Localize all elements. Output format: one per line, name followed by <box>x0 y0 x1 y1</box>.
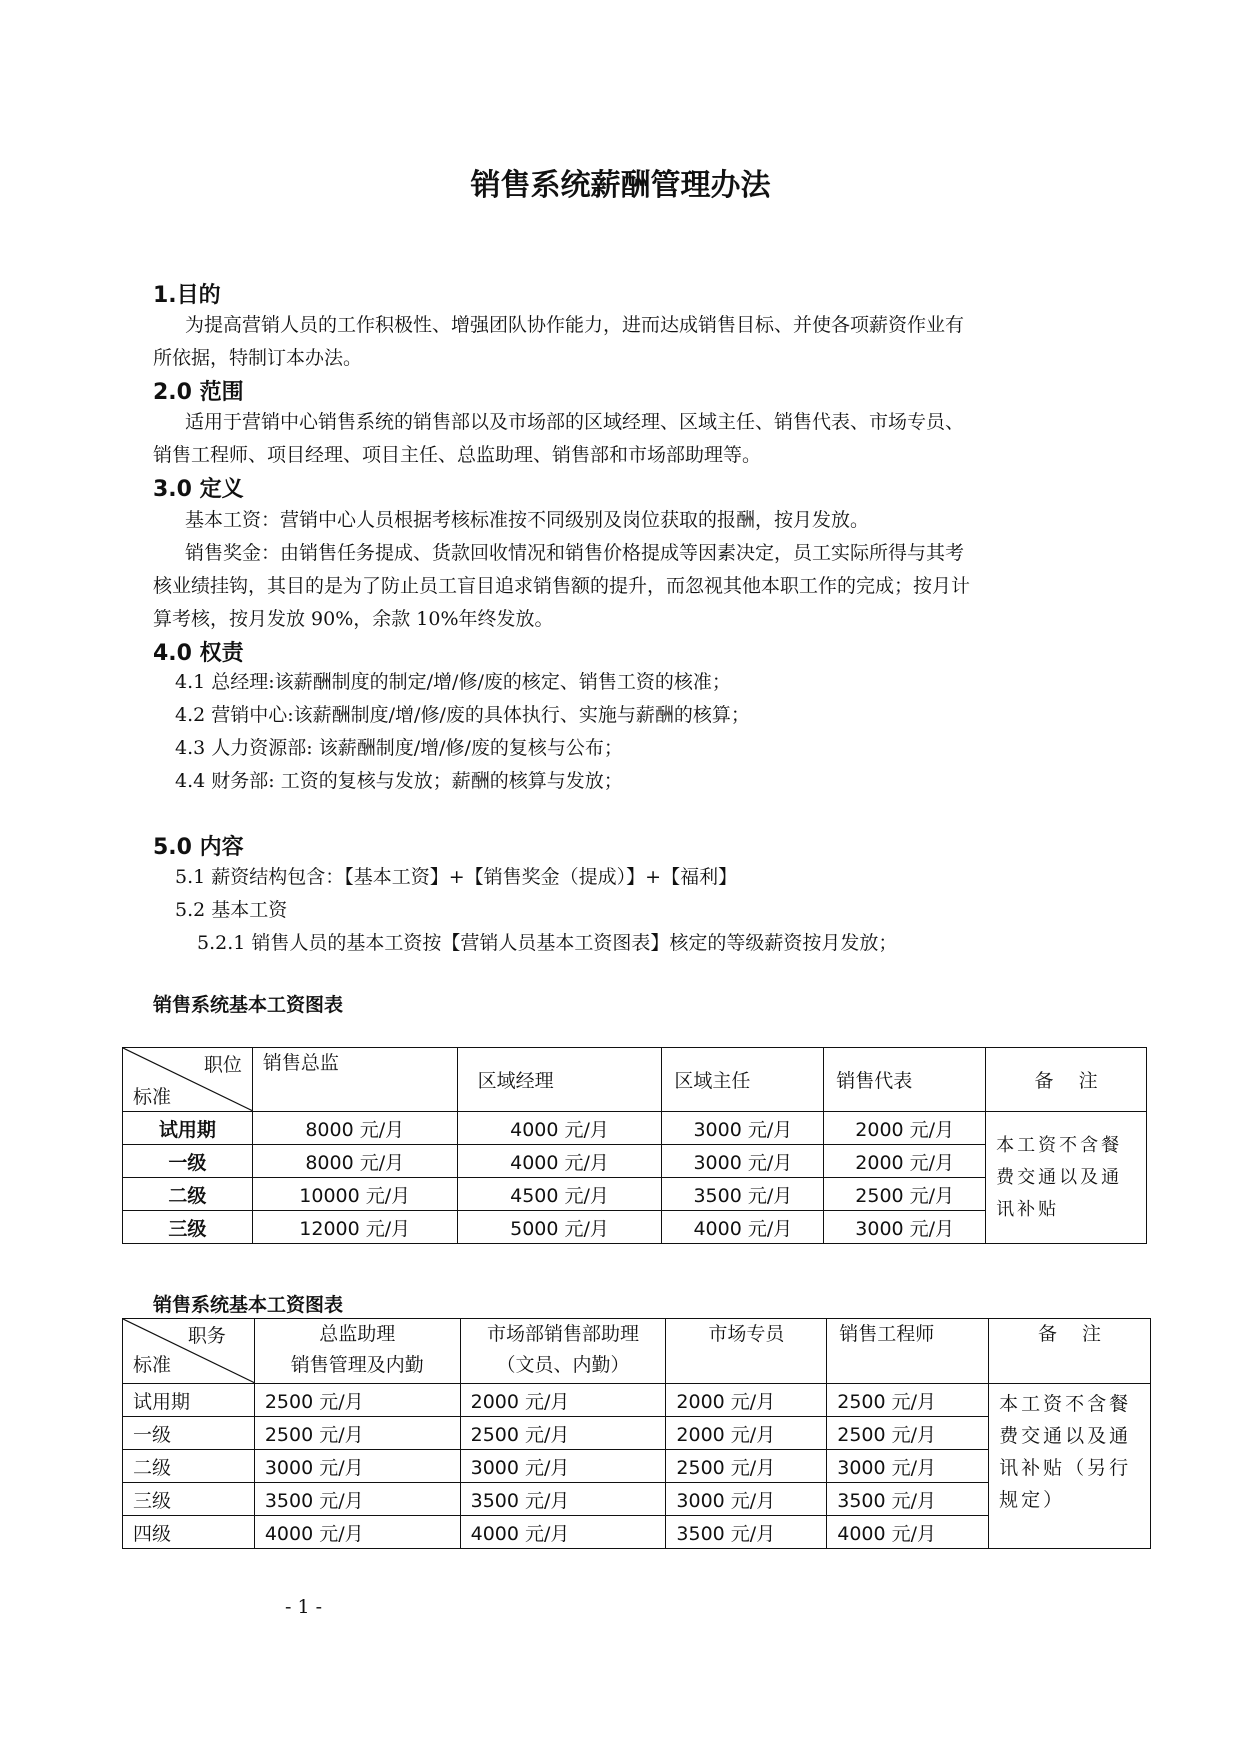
table-cell: 2500 元/月 <box>254 1417 460 1450</box>
section-4-item-2: 4.2 营销中心:该薪酬制度/增/修/废的具体执行、实施与薪酬的核算； <box>175 704 750 726</box>
header-cell <box>460 1319 666 1384</box>
table-cell: 3000 元/月 <box>666 1483 827 1516</box>
table-row <box>123 1384 1151 1417</box>
note-cell: 本工资不含餐费交通以及通讯补贴 <box>986 1112 1147 1244</box>
table-cell: 3000 元/月 <box>662 1145 824 1178</box>
section-5-item-1: 5.1 薪资结构包含：【基本工资】+【销售奖金（提成）】+【福利】 <box>175 866 738 888</box>
table-cell: 3000 元/月 <box>827 1450 989 1483</box>
salary-table-1 <box>122 1047 1147 1244</box>
table-cell: 3000 元/月 <box>460 1450 666 1483</box>
table-cell: 2000 元/月 <box>666 1384 827 1417</box>
header-cell: 备 注 <box>986 1048 1147 1112</box>
table-cell: 2000 元/月 <box>824 1145 986 1178</box>
section-4-item-4: 4.4 财务部: 工资的复核与发放；薪酬的核算与发放； <box>175 770 623 792</box>
table-cell: 4500 元/月 <box>457 1178 662 1211</box>
section-4-item-3: 4.3 人力资源部: 该薪酬制度/增/修/废的复核与公布； <box>175 737 623 759</box>
table-cell: 8000 元/月 <box>252 1145 457 1178</box>
header-line-2: 销售管理及内勤 <box>290 1354 424 1376</box>
section-3-line-3: 核业绩挂钩，其目的是为了防止员工盲目追求销售额的提升，而忽视其他本职工作的完成；按月计 <box>153 575 971 597</box>
table-cell: 2000 元/月 <box>460 1384 666 1417</box>
table-cell: 2500 元/月 <box>460 1417 666 1450</box>
row-level-cell: 二级 <box>123 1450 255 1483</box>
header-cell: 销售总监 <box>252 1048 457 1112</box>
header-line-1: 总监助理 <box>319 1323 396 1345</box>
table-2-caption: 销售系统基本工资图表 <box>153 1294 344 1316</box>
section-2-line-1: 适用于营销中心销售系统的销售部以及市场部的区域经理、区域主任、销售代表、市场专员、 <box>185 411 965 433</box>
header-line-2: （文员、内勤） <box>496 1354 630 1376</box>
table-cell: 4000 元/月 <box>457 1145 662 1178</box>
table-cell: 2500 元/月 <box>827 1384 989 1417</box>
row-level-cell: 试用期 <box>123 1112 253 1145</box>
section-2-heading: 2.0 范围 <box>153 380 244 405</box>
header-cell: 区域经理 <box>457 1048 662 1112</box>
salary-table-2 <box>122 1318 1151 1549</box>
table-cell: 12000 元/月 <box>252 1211 457 1244</box>
table-cell: 2500 元/月 <box>666 1450 827 1483</box>
header-line-1: 销售工程师 <box>839 1323 935 1345</box>
table-cell: 2500 元/月 <box>827 1417 989 1450</box>
table-row <box>123 1112 1147 1145</box>
row-level-cell: 一级 <box>123 1145 253 1178</box>
table-cell: 3500 元/月 <box>666 1516 827 1549</box>
section-2-line-2: 销售工程师、项目经理、项目主任、总监助理、销售部和市场部助理等。 <box>153 444 762 466</box>
table-cell: 4000 元/月 <box>457 1112 662 1145</box>
table-cell: 3500 元/月 <box>827 1483 989 1516</box>
table-cell: 2000 元/月 <box>824 1112 986 1145</box>
corner-bottom-label: 标准 <box>133 1354 172 1376</box>
header-cell <box>827 1319 989 1384</box>
table-header-row <box>123 1048 1147 1112</box>
row-level-cell: 三级 <box>123 1483 255 1516</box>
header-cell <box>254 1319 460 1384</box>
table-cell: 3500 元/月 <box>662 1178 824 1211</box>
section-4-item-1: 4.1 总经理:该薪酬制度的制定/增/修/废的核定、销售工资的核准； <box>175 671 731 693</box>
table-cell: 4000 元/月 <box>254 1516 460 1549</box>
header-cell <box>666 1319 827 1384</box>
table-cell: 8000 元/月 <box>252 1112 457 1145</box>
table-cell: 3000 元/月 <box>824 1211 986 1244</box>
header-cell: 区域主任 <box>662 1048 824 1112</box>
corner-header-cell <box>123 1048 253 1112</box>
section-5-heading: 5.0 内容 <box>153 835 244 860</box>
section-1-line-1: 为提高营销人员的工作积极性、增强团队协作能力，进而达成销售目标、并使各项薪资作业有 <box>185 314 965 336</box>
table-cell: 2500 元/月 <box>254 1384 460 1417</box>
corner-bottom-label: 标准 <box>133 1086 172 1108</box>
table-cell: 3500 元/月 <box>460 1483 666 1516</box>
table-cell: 2500 元/月 <box>824 1178 986 1211</box>
row-level-cell: 试用期 <box>123 1384 255 1417</box>
corner-header-cell <box>123 1319 255 1384</box>
section-5-item-3: 5.2.1 销售人员的基本工资按【营销人员基本工资图表】核定的等级薪资按月发放； <box>197 932 898 954</box>
page-number: - 1 - <box>285 1596 323 1618</box>
table-1-caption: 销售系统基本工资图表 <box>153 994 344 1016</box>
table-header-row <box>123 1319 1151 1384</box>
table-cell: 5000 元/月 <box>457 1211 662 1244</box>
corner-top-label: 职位 <box>203 1054 242 1076</box>
table-cell: 3500 元/月 <box>254 1483 460 1516</box>
section-3-heading: 3.0 定义 <box>153 477 244 502</box>
table-cell: 2000 元/月 <box>666 1417 827 1450</box>
section-5-item-2: 5.2 基本工资 <box>175 899 288 921</box>
table-cell: 4000 元/月 <box>827 1516 989 1549</box>
table-cell: 10000 元/月 <box>252 1178 457 1211</box>
section-1-heading: 1.目的 <box>153 283 221 308</box>
row-level-cell: 三级 <box>123 1211 253 1244</box>
section-3-line-1: 基本工资：营销中心人员根据考核标准按不同级别及岗位获取的报酬，按月发放。 <box>185 509 870 531</box>
table-cell: 4000 元/月 <box>662 1211 824 1244</box>
corner-top-label: 职务 <box>187 1325 226 1347</box>
section-3-line-4: 算考核，按月发放 90%，余款 10%年终发放。 <box>153 608 554 630</box>
header-cell <box>989 1319 1151 1384</box>
table-cell: 3000 元/月 <box>254 1450 460 1483</box>
document-title: 销售系统薪酬管理办法 <box>470 168 771 203</box>
row-level-cell: 一级 <box>123 1417 255 1450</box>
header-line-1: 备 注 <box>1038 1323 1102 1345</box>
note-cell: 本工资不含餐费交通以及通讯补贴（另行规定） <box>989 1384 1151 1549</box>
header-cell: 销售代表 <box>824 1048 986 1112</box>
header-line-1: 市场部销售部助理 <box>487 1323 640 1345</box>
section-1-line-2: 所依据，特制订本办法。 <box>153 347 363 369</box>
header-line-1: 市场专员 <box>708 1323 785 1345</box>
row-level-cell: 四级 <box>123 1516 255 1549</box>
table-cell: 3000 元/月 <box>662 1112 824 1145</box>
row-level-cell: 二级 <box>123 1178 253 1211</box>
table-cell: 4000 元/月 <box>460 1516 666 1549</box>
section-3-line-2: 销售奖金：由销售任务提成、货款回收情况和销售价格提成等因素决定，员工实际所得与其考 <box>185 542 965 564</box>
section-4-heading: 4.0 权责 <box>153 641 244 666</box>
